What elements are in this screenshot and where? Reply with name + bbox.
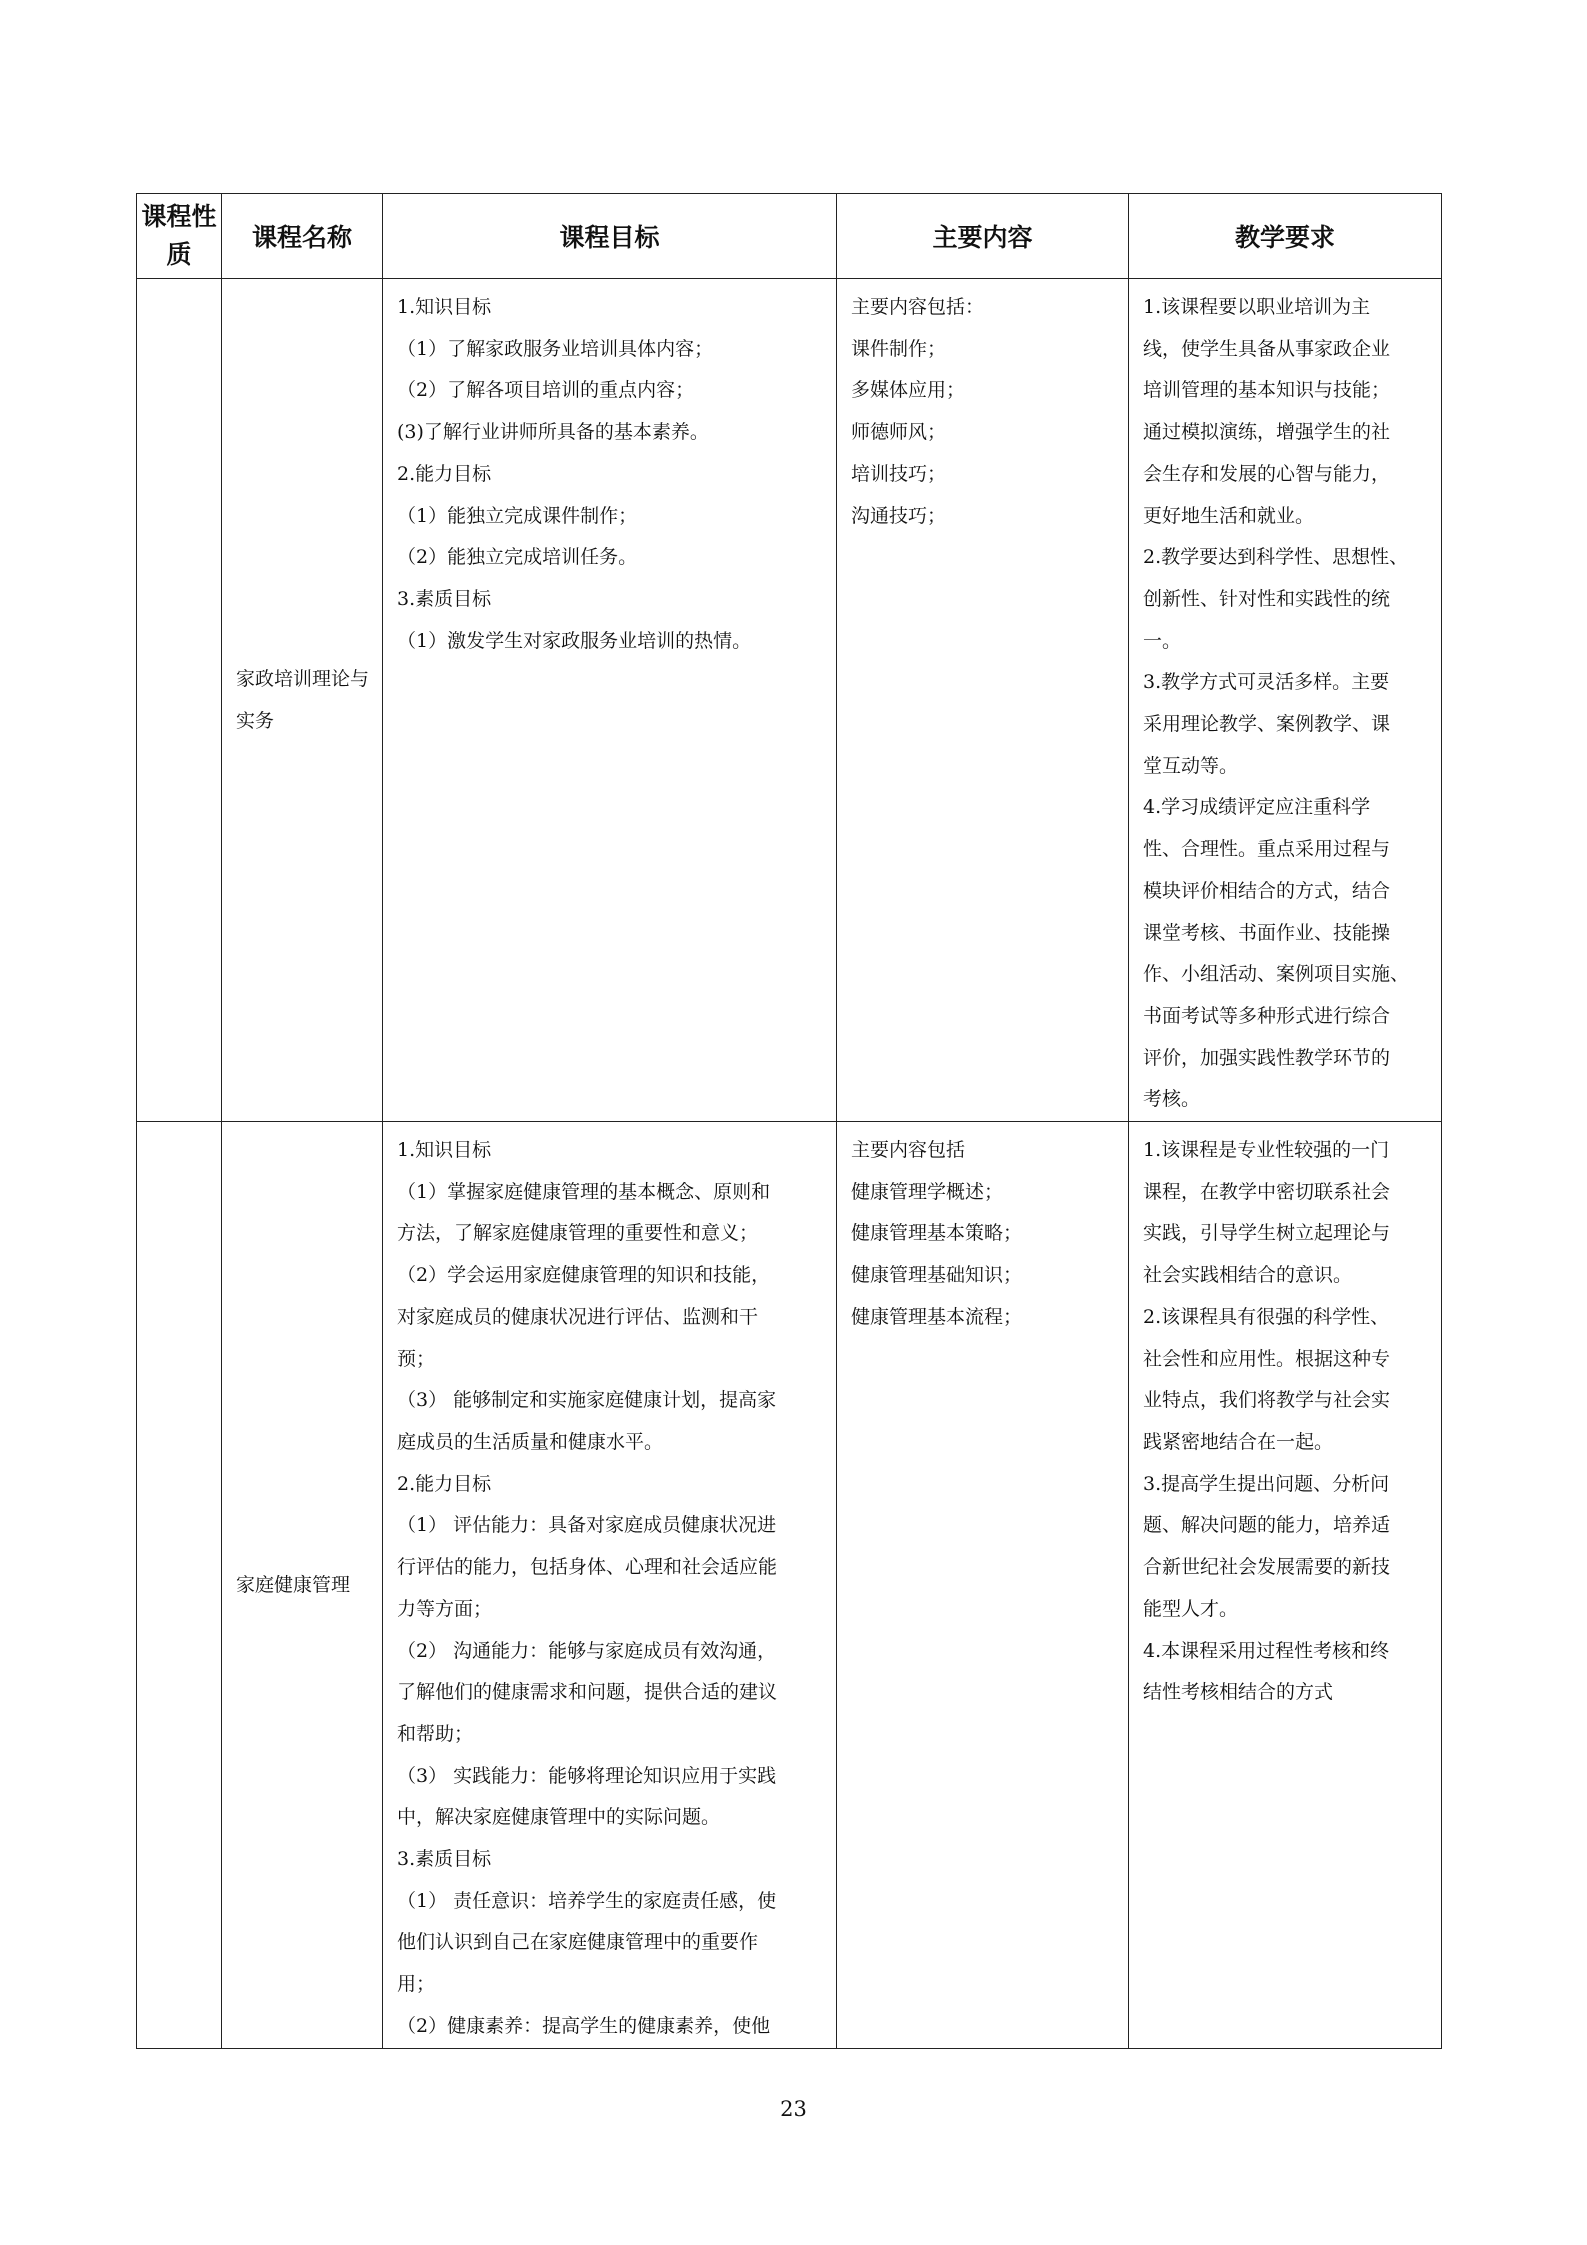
cell-course-goal-text [383, 279, 836, 662]
requirement-line: 1.该课程是专业性较强的一门 [1143, 1139, 1390, 1162]
goal-line: 他们认识到自己在家庭健康管理中的重要作 [397, 1931, 759, 1954]
cell-course-goal [383, 279, 837, 1122]
requirement-line: 4.本课程采用过程性考核和终 [1143, 1639, 1390, 1662]
goal-line: 对家庭成员的健康状况进行评估、监测和干 [397, 1305, 759, 1328]
requirement-line: 能型人才。 [1143, 1597, 1239, 1620]
requirement-line: 考核。 [1143, 1088, 1201, 1111]
requirement-line: 线，使学生具备从事家政企业 [1143, 337, 1391, 360]
requirement-line: 合新世纪社会发展需要的新技 [1143, 1556, 1391, 1579]
goal-line: （2）健康素养：提高学生的健康素养，使他 [397, 2014, 771, 2037]
cell-teaching-requirement [1129, 279, 1442, 1122]
goal-line: 中，解决家庭健康管理中的实际问题。 [397, 1806, 721, 1829]
goal-line: 2.能力目标 [397, 1472, 492, 1495]
requirement-line: 社会性和应用性。根据这种专 [1143, 1347, 1391, 1370]
goal-line: 3.素质目标 [397, 1848, 492, 1871]
goal-line: 和帮助； [397, 1722, 474, 1745]
header-course-goal: 课程目标 [383, 194, 837, 279]
goal-line: （1） 评估能力：具备对家庭成员健康状况进 [397, 1514, 777, 1537]
table-body [137, 279, 1442, 2049]
requirement-line: 2.教学要达到科学性、思想性、 [1143, 546, 1409, 569]
goal-line: 行评估的能力，包括身体、心理和社会适应能 [397, 1556, 778, 1579]
cell-teaching-requirement [1129, 1122, 1442, 2048]
goal-line: （2）学会运用家庭健康管理的知识和技能， [397, 1264, 771, 1287]
requirement-line: 更好地生活和就业。 [1143, 504, 1315, 527]
page-number: 23 [780, 2097, 807, 2121]
content-line: 健康管理基本策略； [851, 1222, 1023, 1245]
requirement-line: 业特点，我们将教学与社会实 [1143, 1389, 1391, 1412]
header-teaching-requirement: 教学要求 [1129, 194, 1442, 279]
requirement-line: 采用理论教学、案例教学、课 [1143, 713, 1391, 736]
goal-line: 1.知识目标 [397, 296, 492, 318]
requirement-line: 践紧密地结合在一起。 [1143, 1430, 1334, 1453]
content-line: 多媒体应用； [851, 379, 966, 402]
table-row [137, 1122, 1442, 2048]
goal-line: 2.能力目标 [397, 462, 492, 485]
goal-line: （2）了解各项目培训的重点内容； [397, 379, 695, 402]
goal-line: （1）了解家政服务业培训具体内容； [397, 337, 714, 360]
goal-line: 了解他们的健康需求和问题，提供合适的建议 [397, 1681, 778, 1704]
goal-line: 力等方面； [397, 1597, 493, 1620]
goal-line: （3） 实践能力：能够将理论知识应用于实践 [397, 1764, 777, 1787]
requirement-line: 会生存和发展的心智与能力， [1143, 462, 1391, 485]
cell-main-content [837, 279, 1129, 1122]
requirement-line: 培训管理的基本知识与技能； [1143, 379, 1391, 402]
requirement-line: 通过模拟演练，增强学生的社 [1143, 421, 1391, 444]
cell-course-nature [137, 1122, 222, 2048]
cell-main-content-text [837, 1122, 1128, 1339]
requirement-line: 评价，加强实践性教学环节的 [1143, 1046, 1391, 1069]
goal-line: （1）能独立完成课件制作； [397, 504, 638, 527]
cell-course-nature [137, 279, 222, 1122]
requirement-line: 实践，引导学生树立起理论与 [1143, 1222, 1391, 1245]
requirement-line: 1.该课程要以职业培训为主 [1143, 296, 1371, 318]
requirement-line: 结性考核相结合的方式 [1143, 1681, 1334, 1704]
content-line: 健康管理学概述； [851, 1180, 1004, 1203]
goal-line: 庭成员的生活质量和健康水平。 [397, 1430, 664, 1453]
goal-line: （3） 能够制定和实施家庭健康计划，提高家 [397, 1389, 777, 1412]
requirement-line: 社会实践相结合的意识。 [1143, 1264, 1353, 1287]
cell-course-goal-text [383, 1122, 836, 2047]
goal-line: （1）掌握家庭健康管理的基本概念、原则和 [397, 1180, 771, 1203]
requirement-line: 性、合理性。重点采用过程与 [1143, 838, 1391, 861]
goal-line: （2） 沟通能力：能够与家庭成员有效沟通， [397, 1639, 777, 1662]
content-line: 沟通技巧； [851, 504, 947, 527]
cell-course-name: 家庭健康管理 [222, 1122, 383, 2048]
goal-line: （1） 责任意识：培养学生的家庭责任感，使 [397, 1889, 777, 1912]
content-line: 主要内容包括 [851, 1139, 966, 1162]
header-main-content: 主要内容 [837, 194, 1129, 279]
table-row [137, 279, 1442, 1122]
goal-line: (3)了解行业讲师所具备的基本素养。 [397, 421, 709, 444]
content-line: 师德师风； [851, 421, 947, 444]
content-line: 课件制作； [851, 337, 947, 360]
requirement-line: 课程，在教学中密切联系社会 [1143, 1180, 1391, 1203]
cell-teaching-requirement-text [1129, 1122, 1441, 1714]
requirement-line: 模块评价相结合的方式，结合 [1143, 879, 1391, 902]
requirement-line: 课堂考核、书面作业、技能操 [1143, 921, 1391, 944]
content-line: 健康管理基本流程； [851, 1305, 1023, 1328]
goal-line: 3.素质目标 [397, 587, 492, 610]
requirement-line: 一。 [1143, 629, 1182, 652]
content-line: 主要内容包括： [851, 296, 985, 318]
goal-line: 用； [397, 1973, 436, 1996]
cell-course-name: 家政培训理论与实务 [222, 279, 383, 1122]
requirement-line: 创新性、针对性和实践性的统 [1143, 587, 1391, 610]
requirement-line: 4.学习成绩评定应注重科学 [1143, 796, 1371, 819]
goal-line: 方法，了解家庭健康管理的重要性和意义； [397, 1222, 759, 1245]
cell-course-goal [383, 1122, 837, 2048]
requirement-line: 作、小组活动、案例项目实施、 [1143, 963, 1410, 986]
header-course-nature: 课程性质 [137, 194, 222, 279]
cell-main-content [837, 1122, 1129, 2048]
goal-line: （1）激发学生对家政服务业培训的热情。 [397, 629, 752, 652]
requirement-line: 3.教学方式可灵活多样。主要 [1143, 671, 1390, 694]
requirement-line: 2.该课程具有很强的科学性、 [1143, 1305, 1390, 1328]
cell-main-content-text [837, 279, 1128, 537]
requirement-line: 堂互动等。 [1143, 754, 1239, 777]
requirement-line: 题、解决问题的能力，培养适 [1143, 1514, 1391, 1537]
header-course-name: 课程名称 [222, 194, 383, 279]
goal-line: 1.知识目标 [397, 1139, 492, 1162]
requirement-line: 3.提高学生提出问题、分析问 [1143, 1472, 1390, 1495]
goal-line: 预； [397, 1347, 436, 1370]
requirement-line: 书面考试等多种形式进行综合 [1143, 1004, 1391, 1027]
content-line: 健康管理基础知识； [851, 1264, 1023, 1287]
table-header-row [137, 194, 1442, 279]
content-line: 培训技巧； [851, 462, 947, 485]
course-table [136, 193, 1442, 2049]
cell-teaching-requirement-text [1129, 279, 1441, 1121]
goal-line: （2）能独立完成培训任务。 [397, 546, 638, 569]
